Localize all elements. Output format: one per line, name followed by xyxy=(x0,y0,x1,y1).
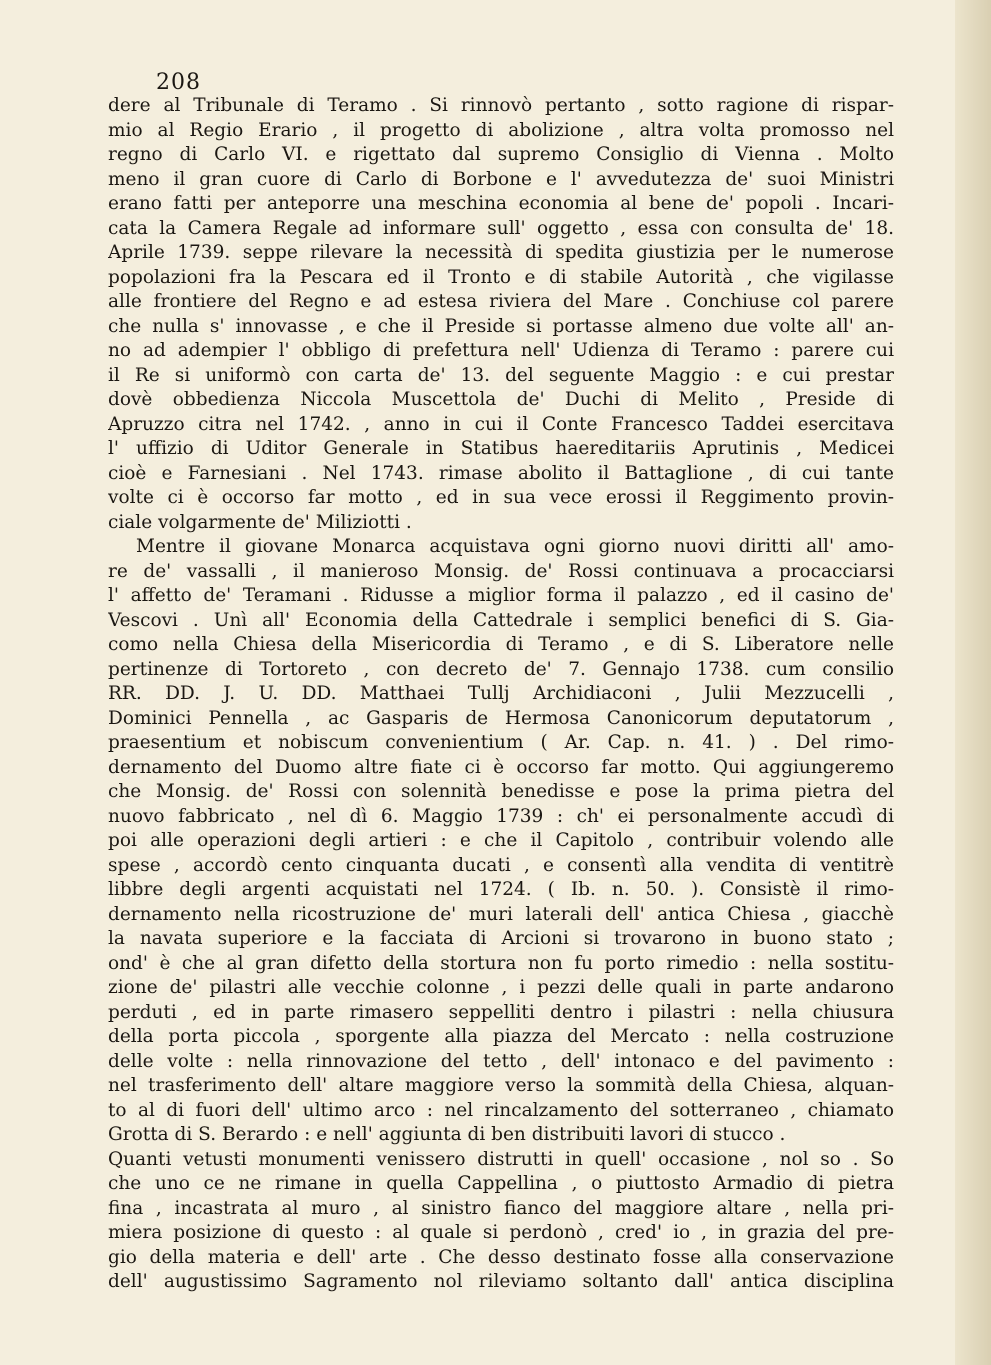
text-line: re de' vassalli , il manieroso Monsig. de' Rossi continuava a procacciarsi xyxy=(108,560,894,582)
text-line: della porta piccola , sporgente alla piazza del Mercato : nella costruzione xyxy=(108,1026,894,1047)
text-line: nuovo fabbricato , nel dì 6. Maggio 1739 : ch' ei personalmente accudì di xyxy=(108,805,894,827)
text-line: cata la Camera Regale ad informare sull' oggetto , essa con consulta de' 18. xyxy=(108,217,894,239)
page-number: 208 xyxy=(156,70,201,95)
text-line: che Monsig. de' Rossi con solennità benedisse e pose la prima pietra del xyxy=(108,781,894,802)
text-line: meno il gran cuore di Carlo di Borbone e l' avvedutezza de' suoi Ministri xyxy=(108,168,894,190)
text-line: Apruzzo citra nel 1742. , anno in cui il Conte Francesco Taddei esercitava xyxy=(108,413,894,435)
text-line: Vescovi . Unì all' Economia della Cattedrale i semplici benefici di S. Gia- xyxy=(108,609,894,631)
text-line: ciale volgarmente de' Miliziotti . xyxy=(108,511,412,533)
text-line: dere al Tribunale di Teramo . Si rinnovò pertanto , sotto ragione di rispar- xyxy=(108,95,894,116)
text-line: Quanti vetusti monumenti venissero distrutti in quell' occasione , nol so . So xyxy=(108,1148,894,1170)
text-line: pertinenze di Tortoreto , con decreto de' 7. Gennajo 1738. cum consilio xyxy=(108,658,894,680)
text-line: no ad adempier l' obbligo di prefettura nell' Udienza di Teramo : parere cui xyxy=(108,340,894,361)
text-line: la navata superiore e la facciata di Arcioni si trovarono in buono stato ; xyxy=(108,928,894,949)
text-line: volte ci è occorso far motto , ed in sua vece erossi il Reggimento provin- xyxy=(108,487,894,508)
text-line: praesentium et nobiscum convenientium ( Ar. Cap. n. 41. ) . Del rimo- xyxy=(108,732,894,753)
text-line: popolazioni fra la Pescara ed il Tronto e di stabile Autorità , che vigilasse xyxy=(108,266,894,288)
text-line: dernamento nella ricostruzione de' muri laterali dell' antica Chiesa , giacchè xyxy=(108,903,894,925)
text-line: mio al Regio Erario , il progetto di abolizione , altra volta promosso nel xyxy=(108,119,894,141)
text-line: il Re si uniformò con carta de' 13. del seguente Maggio : e cui prestar xyxy=(108,364,894,386)
text-line: zione de' pilastri alle vecchie colonne , i pezzi delle quali in parte andarono xyxy=(108,977,894,998)
text-line: Dominici Pennella , ac Gasparis de Hermosa Canonicorum deputatorum , xyxy=(108,707,894,729)
text-line: Grotta di S. Berardo : e nell' aggiunta di ben distribuiti lavori di stucco . xyxy=(108,1124,786,1145)
text-line: delle volte : nella rinnovazione del tetto , dell' intonaco e del pavimento : xyxy=(108,1050,894,1072)
text-line: spese , accordò cento cinquanta ducati , e consentì alla vendita di ventitrè xyxy=(108,854,894,876)
text-line: gio della materia e dell' arte . Che desso destinato fosse alla conservazione xyxy=(108,1246,894,1268)
text-line: dell' augustissimo Sagramento nol rileviamo soltanto dall' antica disciplina xyxy=(108,1271,894,1292)
text-line: to al di fuori dell' ultimo arco : nel rincalzamento del sotterraneo , chiamato xyxy=(108,1099,894,1121)
text-line: dernamento del Duomo altre fiate ci è occorso far motto. Qui aggiungeremo xyxy=(108,756,894,778)
text-line: cioè e Farnesiani . Nel 1743. rimase abolito il Battaglione , di cui tante xyxy=(108,462,894,484)
text-line: como nella Chiesa della Misericordia di Teramo , e di S. Liberatore nelle xyxy=(108,634,894,655)
text-line: che uno ce ne rimane in quella Cappellina , o piuttosto Armadio di pietra xyxy=(108,1173,894,1194)
text-line: poi alle operazioni degli artieri : e che il Capitolo , contribuir volendo alle xyxy=(108,830,894,851)
page-edge-shadow xyxy=(955,0,991,1365)
text-line: miera posizione di questo : al quale si perdonò , cred' io , in grazia del pre- xyxy=(108,1222,894,1243)
text-line: fina , incastrata al muro , al sinistro fianco del maggiore altare , nella pri- xyxy=(108,1197,894,1219)
text-line: Aprile 1739. seppe rilevare la necessità di spedita giustizia per le numerose xyxy=(108,242,894,263)
text-line: libbre degli argenti acquistati nel 1724. ( Ib. n. 50. ). Consistè il rimo- xyxy=(108,879,894,900)
text-line: perduti , ed in parte rimasero seppelliti dentro i pilastri : nella chiusura xyxy=(108,1001,894,1023)
text-line: ond' è che al gran difetto della stortura non fu porto rimedio : nella sostitu- xyxy=(108,952,894,974)
text-line: l' uffizio di Uditor Generale in Statibus haereditariis Aprutinis , Medicei xyxy=(108,438,894,459)
text-line: alle frontiere del Regno e ad estesa riviera del Mare . Conchiuse col parere xyxy=(108,291,894,312)
text-line: dovè obbedienza Niccola Muscettola de' Duchi di Melito , Preside di xyxy=(108,389,894,410)
body-text xyxy=(108,94,894,1295)
text-line: RR. DD. J. U. DD. Matthaei Tullj Archidiaconi , Julii Mezzucelli , xyxy=(108,683,894,704)
text-line: regno di Carlo VI. e rigettato dal supremo Consiglio di Vienna . Molto xyxy=(108,144,894,165)
text-line: l' affetto de' Teramani . Ridusse a miglior forma il palazzo , ed il casino de' xyxy=(108,585,894,606)
text-line: Mentre il giovane Monarca acquistava ogni giorno nuovi diritti all' amo- xyxy=(136,536,894,557)
text-line: nel trasferimento dell' altare maggiore verso la sommità della Chiesa, alquan- xyxy=(108,1075,894,1096)
text-line: erano fatti per anteporre una meschina economia al bene de' popoli . Incari- xyxy=(108,193,894,214)
text-line: che nulla s' innovasse , e che il Preside si portasse almeno due volte all' an- xyxy=(108,315,894,337)
